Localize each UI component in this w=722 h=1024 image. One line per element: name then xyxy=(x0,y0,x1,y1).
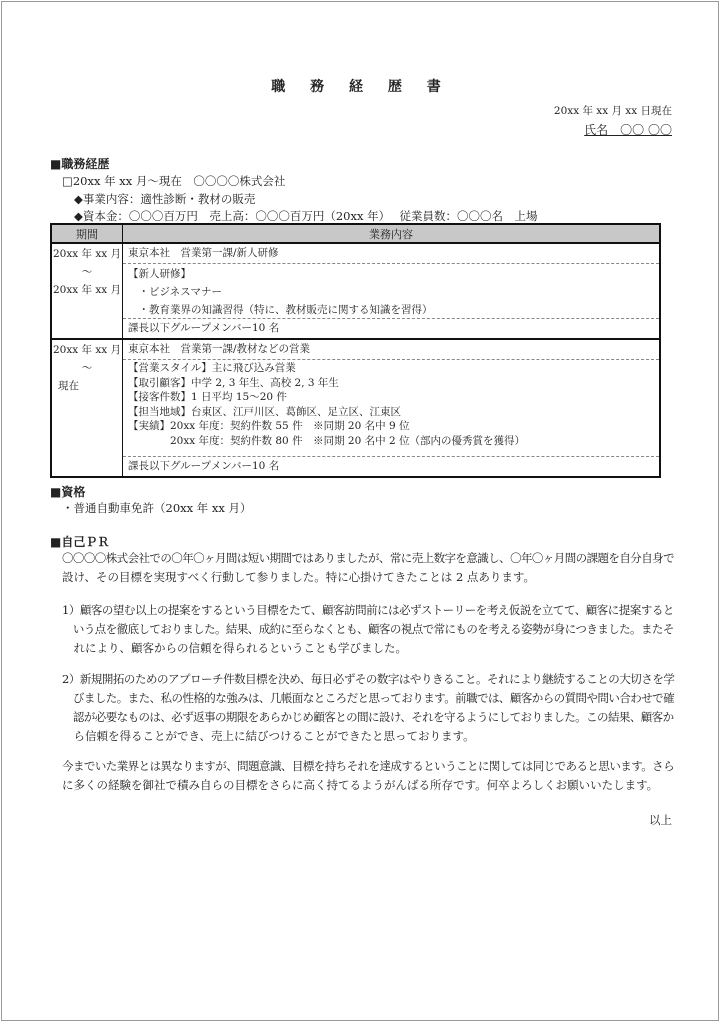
career-heading: ■職務経歴 xyxy=(50,157,110,171)
business-line: ◆事業内容：適性診断・教材の販売 xyxy=(74,192,256,206)
date: 20xx 年 xx 月 xx 日現在 xyxy=(553,105,672,117)
table-row xyxy=(51,339,660,477)
text-line: れにより、顧客からの信頼を得られるということも学びました。 xyxy=(62,641,407,655)
period-start: 20xx 年 xx 月 xyxy=(52,344,122,356)
dept: 東京本社 営業第一課/教材などの営業 xyxy=(123,340,659,360)
table-row xyxy=(51,243,660,339)
period-start: 20xx 年 xx 月 xyxy=(52,248,122,260)
qualification-item: ・普通自動車免許（20xx 年 xx 月） xyxy=(62,501,252,515)
period-end: 現在 xyxy=(58,380,79,392)
document-title: 職 務 経 歴 書 xyxy=(271,79,451,95)
text-line: 今までいた業界とは異なりますが、問題意識、目標を持ちそれを達成するということに関しては同じであると思います。さら xyxy=(62,759,675,773)
period-sep: ～ xyxy=(81,266,93,278)
detail: 【新人研修】 xyxy=(128,268,191,280)
detail: 【取引顧客】中学 2, 3 年生、高校 2, 3 年生 xyxy=(128,376,339,389)
text-line: に多くの経験を御社で積み自らの目標をさらに高く持てるようがんばる所存です。何卒よろしくお願いいたします。 xyxy=(62,778,659,792)
text-line: いう点を徹底しておりました。結果、成約に至らなくとも、顧客の視点で常にものを考える姿勢が身につきました。またそ xyxy=(62,622,674,636)
detail: 20xx 年度：契約件数 80 件 ※同期 20 名中 2 位（部内の優秀賞を獲得） xyxy=(128,434,525,447)
text-line: 認が必要なものは、必ず返事の期限をあらかじめ顧客との間に設け、それを守るようにしておりました。この結果、顧客か xyxy=(62,710,674,724)
closing-mark: 以上 xyxy=(649,813,672,827)
detail: 【接客件数】1 日平均 15～20 件 xyxy=(128,391,287,403)
pr-paragraph-intro xyxy=(62,549,674,587)
detail: 【実績】20xx 年度：契約件数 55 件 ※同期 20 名中 9 位 xyxy=(128,420,410,432)
text-line: 設け、その目標を実現すべく行動して参りました。特に心掛けてきたことは 2 点あります。 xyxy=(62,570,536,584)
capital-line: ◆資本金：〇〇〇百万円 売上高：〇〇〇百万円（20xx 年） 従業員数：〇〇〇名 上場 xyxy=(74,209,538,223)
pr-heading: ■自己ＰＲ xyxy=(50,535,110,549)
period-end: 20xx 年 xx 月 xyxy=(52,284,122,296)
qualifications-heading: ■資格 xyxy=(50,485,86,499)
header-duties: 業務内容 xyxy=(123,224,661,243)
pr-paragraph-closing xyxy=(62,757,674,795)
header-period: 期間 xyxy=(51,224,123,243)
detail: 【担当地域】台東区、江戸川区、葛飾区、足立区、江東区 xyxy=(128,405,401,418)
detail: 【営業スタイル】主に飛び込み営業 xyxy=(128,362,296,374)
text-line: 〇〇〇〇株式会社での〇年〇ヶ月間は短い期間ではありましたが、常に売上数字を意識し、〇年〇ヶ月間の課題を自分自身で xyxy=(62,551,674,565)
detail: ・ビジネスマナー xyxy=(128,286,222,298)
period-sep: ～ xyxy=(81,362,93,374)
text-line: 1）顧客の望む以上の提案をするという目標をたて、顧客訪問前には必ずストーリーを考え仮説を立てて、顧客に提案すると xyxy=(62,603,674,617)
applicant-name: 氏名 〇〇 〇〇 xyxy=(584,123,672,137)
pr-paragraph-2 xyxy=(62,670,674,746)
pr-paragraph-1 xyxy=(62,601,674,658)
detail: ・教育業界の知識習得（特に、教材販売に関する知識を習得） xyxy=(128,304,433,316)
team: 課長以下グループメンバー10 名 xyxy=(128,322,280,334)
company-line: □20xx 年 xx 月～現在 〇〇〇〇株式会社 xyxy=(62,174,286,188)
text-line: ら信頼を得ることができ、売上に結びつけることができたと思っております。 xyxy=(62,729,475,743)
career-table xyxy=(50,223,661,478)
team: 課長以下グループメンバー10 名 xyxy=(128,460,280,472)
dept: 東京本社 営業第一課/新人研修 xyxy=(123,244,659,264)
text-line: びました。また、私の性格的な強みは、几帳面なところだと思っております。前職では、顧客からの質問や問い合わせで確 xyxy=(62,691,675,705)
text-line: 2）新規開拓のためのアプローチ件数目標を決め、毎日必ずその数字はやりきること。それにより継続することの大切さを学 xyxy=(62,672,675,686)
